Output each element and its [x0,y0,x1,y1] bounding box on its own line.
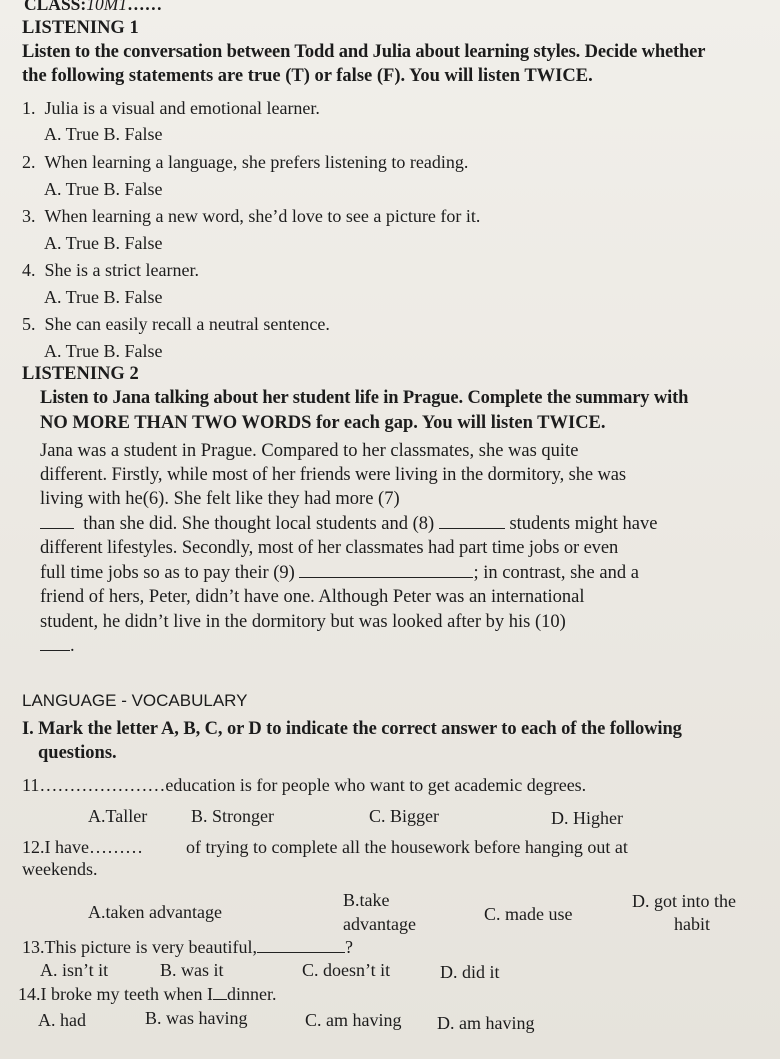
q12-option-d-line2: habit [674,914,710,934]
summary-line-6 [40,563,639,584]
summary-line-7: friend of hers, Peter, didn’t have one. Although Peter was an international [40,587,585,607]
q14-option-d: D. am having [437,1013,535,1033]
q14-option-a: A. had [38,1010,86,1030]
q12-option-c: C. made use [484,904,573,924]
q14-stem [18,984,276,1005]
summary-line-4a: than she did. She thought local students and (8) [83,514,435,534]
summary-line-2: different. Firstly, while most of her friends were living in the dormitory, she was [40,465,626,485]
gap-8-blank [439,514,505,529]
l1-q3 [22,206,480,227]
summary-line-8: student, he didn’t live in the dormitory but was looked after by his (10) [40,612,566,632]
listening2-heading: LISTENING 2 [22,364,139,384]
q3-number: 3. [22,206,36,226]
summary-line-6b: ; in contrast, she and a [473,563,639,583]
summary-line-4b: students might have [509,514,658,534]
q13-stem [22,937,353,958]
l1-q2 [22,152,468,173]
q14-blank [213,985,227,1000]
q11-dots: ………………… [39,775,166,795]
q5-options: A. True B. False [44,341,163,361]
q5-text: She can easily recall a neutral sentence. [44,314,330,334]
q12-stem-line1b: of trying to complete all the housework before hanging out at [186,837,628,857]
q1-number: 1. [22,98,36,118]
q14-option-c: C. am having [305,1010,402,1030]
q11-option-b: B. Stronger [191,806,274,826]
lang-instruction-line1: I. Mark the letter A, B, C, or D to indicate the correct answer to each of the following [22,719,682,739]
class-dots: …… [127,0,163,14]
summary-line-3: living with he(6). She felt like they had more (7) [40,489,400,509]
q13-option-b: B. was it [160,960,224,980]
gap-10-blank [40,636,70,651]
q4-number: 4. [22,260,36,280]
q11-option-c: C. Bigger [369,806,439,826]
lang-vocab-heading: LANGUAGE - VOCABULARY [22,691,248,710]
q13-option-a: A. isn’t it [40,960,109,980]
q12-option-b-line2: advantage [343,914,416,934]
listening1-heading: LISTENING 1 [22,18,139,38]
summary-line-5: different lifestyles. Secondly, most of her classmates had part time jobs or even [40,538,619,558]
q4-text: She is a strict learner. [44,260,199,280]
class-header [24,0,162,15]
q11-option-d: D. Higher [551,808,623,828]
q3-text: When learning a new word, she’d love to see a picture for it. [44,206,481,226]
q1-text: Julia is a visual and emotional learner. [44,98,320,118]
q13-option-d: D. did it [440,962,500,982]
q11-text: education is for people who want to get academic degrees. [165,775,587,795]
q12-option-d-line1: D. got into the [632,891,736,911]
q11-option-a: A.Taller [88,806,148,826]
class-value: 10M1 [86,0,128,14]
summary-line-6a: full time jobs so as to pay their (9) [40,563,295,583]
q13-blank [257,938,345,953]
q13-qmark: ? [344,937,353,957]
listening2-instruction-line1: Listen to Jana talking about her student life in Prague. Complete the summary with [40,388,689,408]
summary-end-period: . [70,636,75,656]
q1-options: A. True B. False [44,124,163,144]
summary-line-1: Jana was a student in Prague. Compared to her classmates, she was quite [40,441,579,461]
class-label: CLASS: [24,0,87,14]
gap-7-blank [40,514,74,529]
q2-options: A. True B. False [44,179,163,199]
q2-text: When learning a language, she prefers listening to reading. [44,152,469,172]
l1-q5 [22,314,330,335]
q13-text: 13.This picture is very beautiful, [22,937,257,957]
q14-text-a: 14.I broke my teeth when I [18,984,213,1004]
q13-option-c: C. doesn’t it [302,960,391,980]
q11-stem [22,775,586,796]
q11-number: 11 [22,775,40,795]
q2-number: 2. [22,152,36,172]
lang-instruction-line2: questions. [38,743,117,763]
listening1-instruction-line2: the following statements are true (T) or false (F). You will listen TWICE. [22,66,593,86]
listening2-instruction-line2: NO MORE THAN TWO WORDS for each gap. You will listen TWICE. [40,413,606,433]
summary-line-4 [40,514,657,535]
q14-text-b: dinner. [226,984,277,1004]
q12-stem-line1a: 12.I have……… [22,837,143,857]
q5-number: 5. [22,314,36,334]
l1-q4 [22,260,199,281]
q12-option-a: A.taken advantage [88,902,222,922]
gap-9-blank [299,563,473,578]
listening1-instruction-line1: Listen to the conversation between Todd and Julia about learning styles. Decide whether [22,42,706,62]
l1-q1 [22,98,320,119]
q12-stem-line2: weekends. [22,859,98,879]
q4-options: A. True B. False [44,287,163,307]
q12-option-b-line1: B.take [343,890,390,910]
q14-option-b: B. was having [145,1008,248,1028]
q3-options: A. True B. False [44,233,163,253]
summary-line-9 [40,636,75,657]
